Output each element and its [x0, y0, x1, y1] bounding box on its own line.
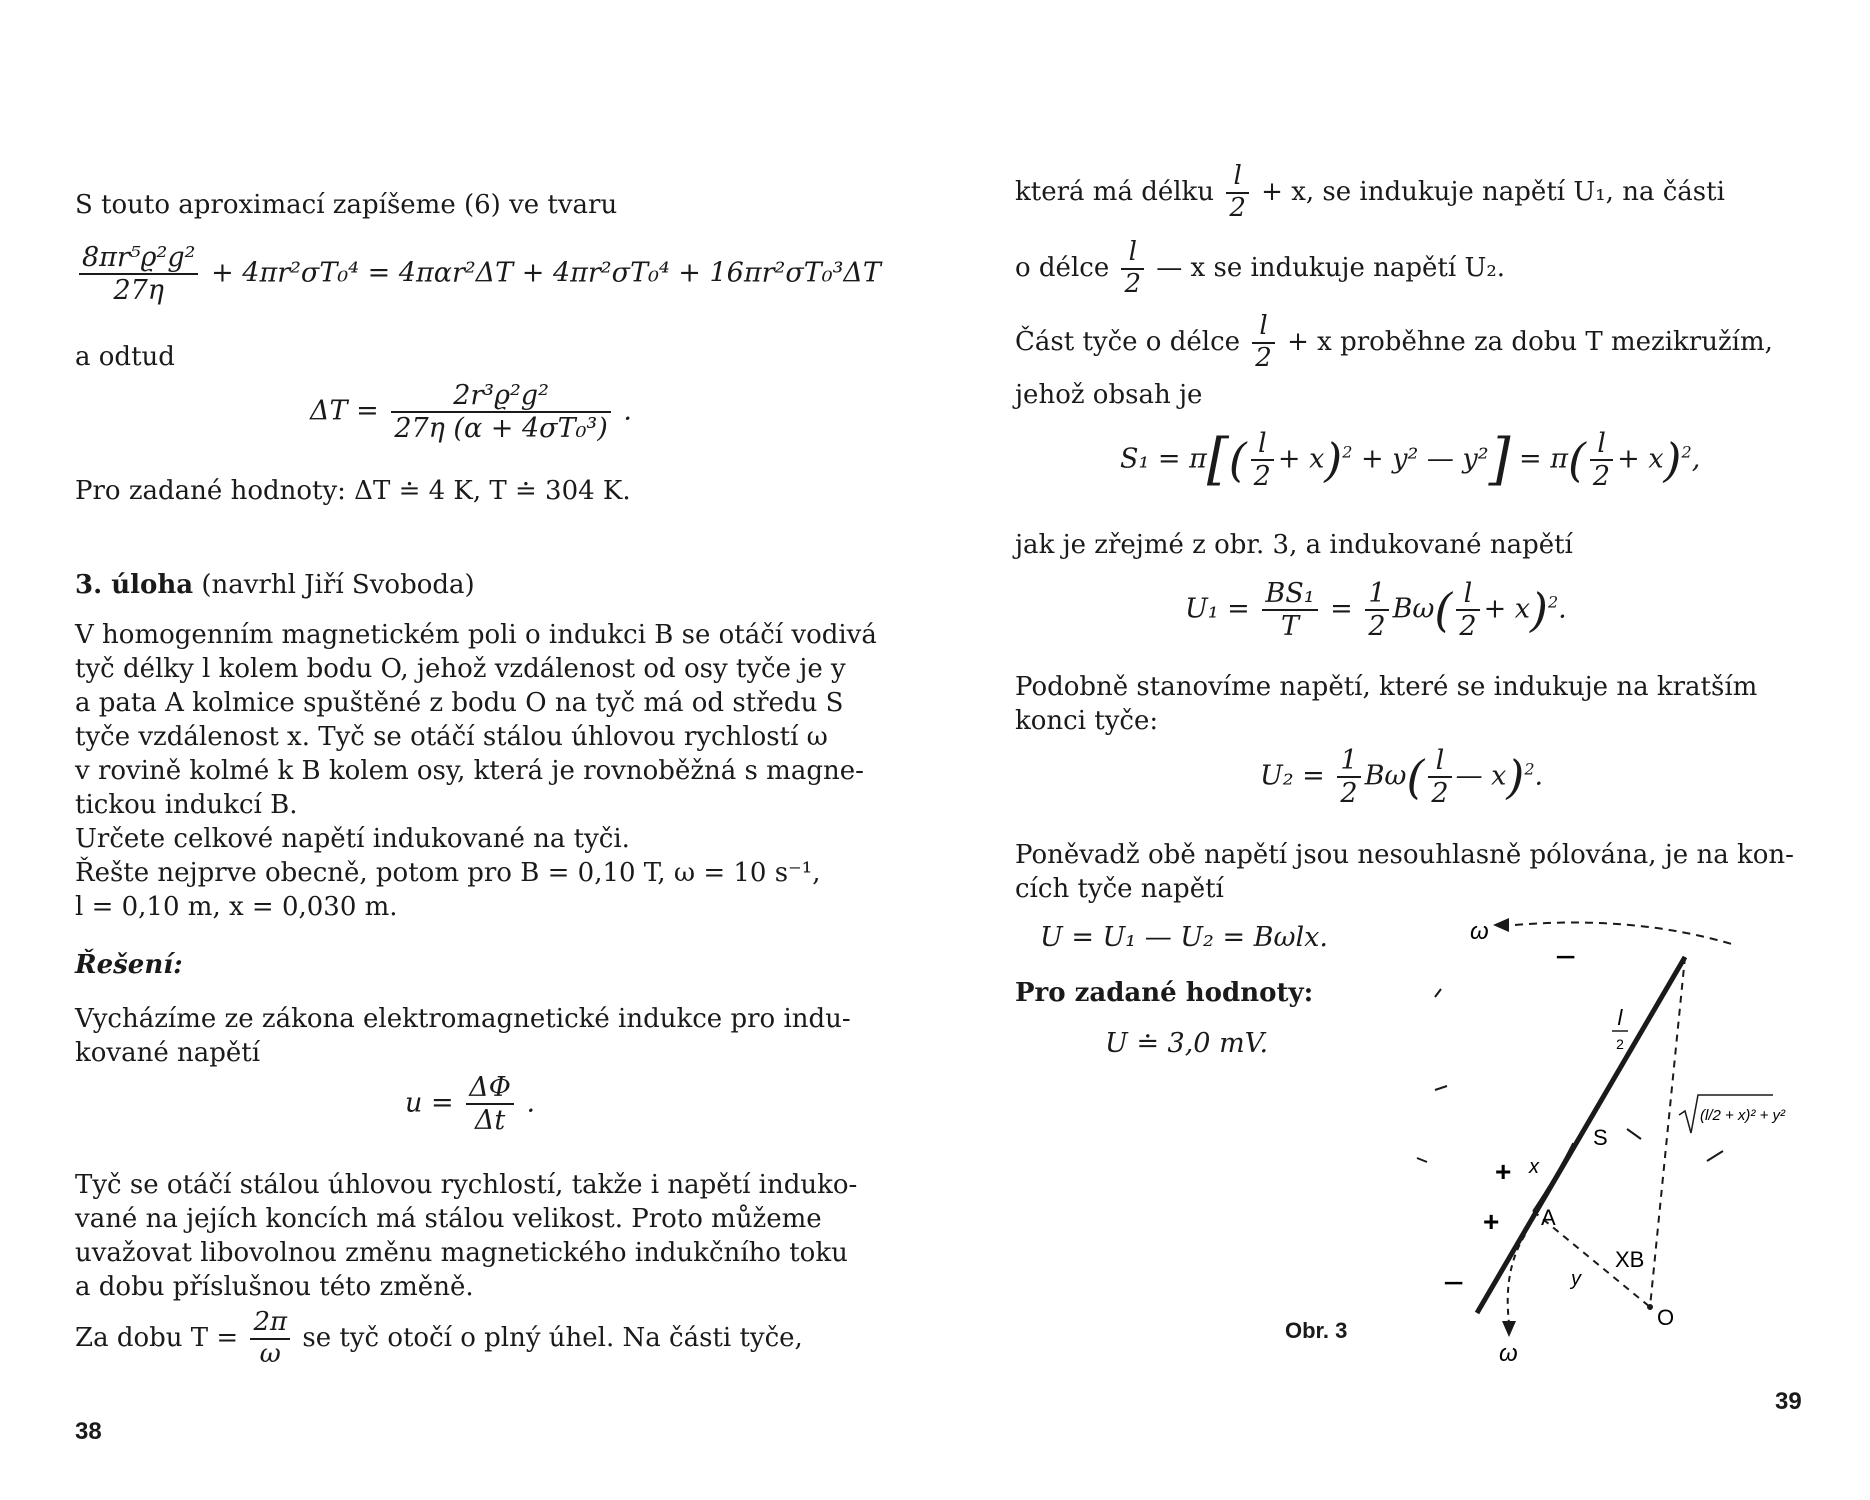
equation-delta-t: ΔT = $\frac{\text{2r³ϱ²g²}}{\text{27η (α + 4σT₀³)}}$ . — [310, 380, 632, 445]
fraction: $\frac{\text{8πr⁵ϱ²g²}}{27\eta}$ — [79, 242, 198, 306]
solution-heading: Řešení: — [75, 950, 183, 980]
values-line: Pro zadané hodnoty: ΔT ≐ 4 K, T ≐ 304 K. — [75, 476, 631, 506]
label-sqrt-expression: (l/2 + x)² + y² — [1700, 1107, 1786, 1124]
fraction: $\frac{l}{2}$ — [1251, 428, 1274, 492]
field-mark — [1417, 1158, 1427, 1162]
fraction: $\frac{\text{BS₁}}{T}$ — [1262, 578, 1317, 642]
label-omega-bottom: ω — [1499, 1340, 1518, 1367]
intro-text: S touto aproximací zapíšeme (6) ve tvaru — [75, 190, 618, 220]
label-xb: XB — [1615, 1247, 1645, 1272]
right-line-2: o délce $\frac{l}{2}$ — x se indukuje napětí U₂. — [1015, 237, 1506, 299]
rotation-arc-top — [1515, 923, 1735, 946]
field-mark — [1707, 1151, 1723, 1161]
label-minus-top: − — [1555, 936, 1577, 977]
arrow-head-top — [1493, 918, 1509, 932]
label-l-over-2-den: 2 — [1616, 1036, 1624, 1052]
equation-energy-balance: $\frac{\text{8πr⁵ϱ²g²}}{27\eta}$ + 4πr²σT₀⁴ = 4παr²ΔT + 4πr²σT₀⁴ + 16πr²σT₀³ΔT — [75, 242, 881, 306]
solution-paragraph-2: Tyč se otáčí stálou úhlovou rychlostí, takže i napětí induko- vané na jejích koncích má stálou velikost. Proto můžeme uvažovat libovolnou změnu magnetického indukčního toku a dobu příslušnou této změně. — [75, 1170, 858, 1302]
task-heading: 3. úloha (navrhl Jiří Svoboda) — [75, 570, 475, 600]
label-o: O — [1657, 1305, 1675, 1330]
right-line-4: jehož obsah je — [1015, 380, 1203, 410]
fraction: $\frac{l}{2}$ — [1590, 428, 1613, 492]
fraction: $\frac{\Delta\Phi}{\Delta t}$ — [466, 1072, 514, 1136]
page-number-right: 39 — [1775, 1388, 1802, 1415]
right-line-1: která má délku $\frac{l}{2}$ + x, se indukuje napětí U₁, na části — [1015, 161, 1725, 223]
since-paragraph: Poněvadž obě napětí jsou nesouhlasně pólována, je na kon- cích tyče napětí — [1015, 840, 1794, 904]
field-mark — [1435, 989, 1441, 997]
arrow-head-bottom — [1502, 1321, 1516, 1337]
equation-induction: u = $\frac{\Delta\Phi}{\Delta t}$ . — [405, 1072, 536, 1137]
bracket-x — [1533, 1143, 1573, 1211]
label-omega-top: ω — [1470, 918, 1489, 945]
fraction: $\frac{1}{2}$ — [1365, 578, 1388, 642]
point-o — [1647, 1304, 1653, 1310]
label-x: x — [1529, 1156, 1539, 1178]
figure-caption: Obr. 3 — [1285, 1318, 1348, 1343]
label-a: A — [1541, 1205, 1556, 1230]
label-y: y — [1571, 1268, 1581, 1290]
equation-u1: U₁ = $\frac{\text{BS₁}}{T}$ = $\frac{1}{2}$ Bω( $\frac{l}{2}$ + x)$^2$. — [1185, 578, 1567, 643]
figure-3-rotating-rod — [1395, 905, 1786, 1367]
equation-u2: U₂ = $\frac{1}{2}$ Bω( $\frac{l}{2}$ — x)$^2$. — [1260, 745, 1544, 810]
fraction: $\frac{l}{2}$ — [1428, 745, 1451, 809]
right-line-5: jak je zřejmé z obr. 3, a indukované napětí — [1015, 530, 1573, 560]
fraction: $\frac{l}{2}$ — [1226, 162, 1249, 224]
page-number-left: 38 — [75, 1418, 102, 1445]
equation-u-total: U = U₁ — U₂ = Bωlx. — [1040, 922, 1328, 953]
right-line-3: Část tyče o délce $\frac{l}{2}$ + x proběhne za dobu T mezikružím, — [1015, 311, 1773, 373]
period-line: Za dobu T = $\frac{2\pi}{\omega}$ se tyč otočí o plný úhel. Na části tyče, — [75, 1307, 803, 1369]
equation-u-value: U ≐ 3,0 mV. — [1105, 1028, 1269, 1059]
label-plus-1: + — [1495, 1156, 1512, 1187]
fraction: $\frac{l}{2}$ — [1252, 312, 1275, 374]
fraction: $\frac{2\pi}{\omega}$ — [250, 1308, 290, 1370]
fraction: $\frac{1}{2}$ — [1337, 745, 1360, 809]
label-plus-2: + — [1483, 1206, 1500, 1237]
equation-area-s1: S₁ = π[( $\frac{l}{2}$ + x)$^2$ + y² — y²] = π( $\frac{l}{2}$ + x)$^2$, — [1120, 427, 1701, 493]
label-minus-bottom: − — [1443, 1262, 1465, 1303]
similar-paragraph: Podobně stanovíme napětí, které se indukuje na kratším konci tyče: — [1015, 672, 1758, 736]
fraction: $\frac{\text{2r³ϱ²g²}}{\text{27η (α + 4σT₀³)}}$ — [391, 380, 610, 444]
solution-paragraph-1: Vycházíme ze zákona elektromagnetické indukce pro indu- kované napětí — [75, 1004, 851, 1068]
right-page — [935, 0, 1870, 1500]
label-l-over-2-num: l — [1617, 1005, 1623, 1030]
label-s: S — [1593, 1125, 1608, 1150]
and-then-text: a odtud — [75, 342, 175, 372]
values-heading-right: Pro zadané hodnoty: — [1015, 978, 1314, 1008]
fraction: $\frac{l}{2}$ — [1456, 578, 1479, 642]
field-mark — [1627, 1129, 1641, 1139]
task-paragraph: V homogenním magnetickém poli o indukci B se otáčí vodivá tyč délky l kolem bodu O, jehož vzdálenost od osy tyče je y a pata A kolmice spuštěné z bodu O na tyč má od středu S tyče vzdálenost x. Tyč se otáčí stálou úhlovou rychlostí ω v rovině kolmé k B kolem osy, která je rovnoběžná s magne- tickou indukcí B. Určete celkové napětí indukované na tyči. Řešte nejprve obecně, potom pro B = 0,10 T, ω = 10 s⁻¹, l = 0,10 m, x = 0,030 m. — [75, 620, 877, 922]
fraction: $\frac{l}{2}$ — [1121, 238, 1144, 300]
field-mark — [1435, 1086, 1447, 1090]
